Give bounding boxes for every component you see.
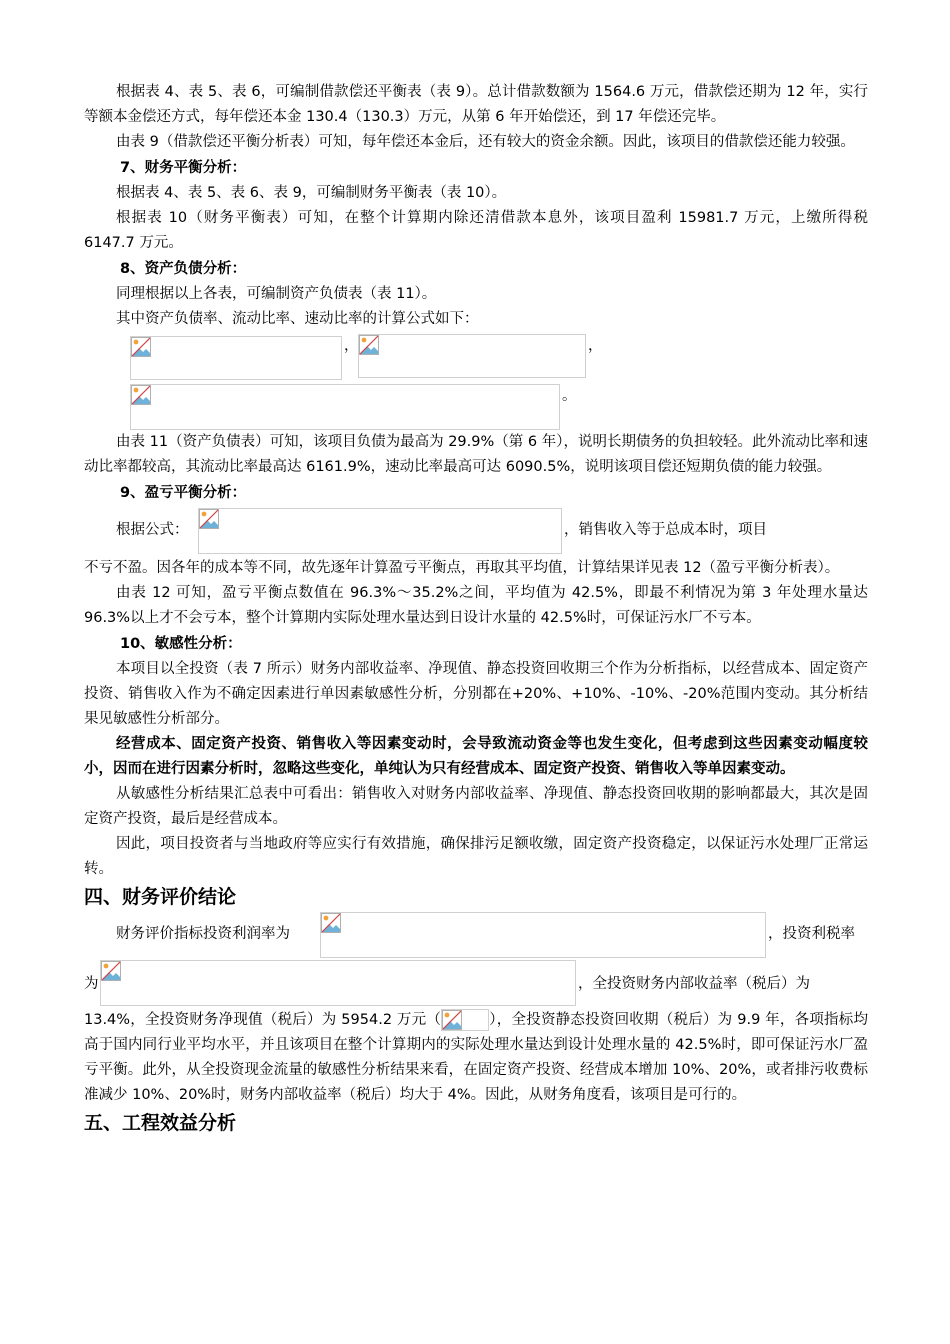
formula-image: [441, 1009, 489, 1031]
formula-row: [84, 960, 868, 1008]
broken-image-icon: [131, 385, 151, 405]
paragraph: [84, 1008, 868, 1108]
punctuation: ，: [588, 338, 603, 354]
punctuation: ，: [344, 338, 359, 354]
paragraph: 根据表 4、表 5、表 6，可编制借款偿还平衡表（表 9）。总计借款数额为 1564.6 万元，借款偿还期为 12 年，实行等额本金偿还方式，每年偿还本金 130.4（130.3）万元，从第 6 年开始偿还，到 17 年偿还完毕。: [84, 84, 868, 125]
paragraph: 不亏不盈。因各年的成本等不同，故先逐年计算盈亏平衡点，再取其平均值，计算结果详见表 12（盈亏平衡分析表）。: [84, 560, 840, 576]
formula-row: [84, 506, 868, 556]
punctuation: 。: [562, 388, 577, 404]
broken-image-icon: [321, 913, 341, 933]
paragraph: 根据表 10（财务平衡表）可知，在整个计算期内除还清借款本息外，该项目盈利 15981.7 万元，上缴所得税 6147.7 万元。: [84, 210, 868, 251]
section-heading: 10、敏感性分析：: [120, 636, 242, 652]
paragraph-text: 财务评价指标投资利润率为: [116, 926, 290, 942]
broken-image-icon: [131, 337, 151, 357]
formula-row: [84, 912, 868, 960]
formula-image: [130, 336, 342, 380]
formula-row: [84, 332, 868, 380]
formula-row: [84, 380, 868, 430]
paragraph: 本项目以全投资（表 7 所示）财务内部收益率、净现值、静态投资回收期三个作为分析指标，以经营成本、固定资产投资、销售收入作为不确定因素进行单因素敏感性分析，分别都在+20%、+10%、-10%、-20%范围内变动。其分析结果见敏感性分析部分。: [84, 661, 868, 727]
paragraph: 因此，项目投资者与当地政府等应实行有效措施，确保排污足额收缴，固定资产投资稳定，以保证污水处理厂正常运转。: [84, 836, 868, 877]
chapter-heading: 四、财务评价结论: [84, 886, 237, 908]
section-heading: 8、资产负债分析：: [120, 261, 247, 277]
paragraph: 由表 11（资产负债表）可知，该项目负债为最高为 29.9%（第 6 年），说明长期债务的负担较轻。此外流动比率和速动比率都较高，其流动比率最高达 6161.9%，速动比率最高可达 6090.5%，说明该项目偿还短期负债的能力较强。: [84, 434, 868, 475]
paragraph-text: 13.4%，全投资财务净现值（税后）为 5954.2 万元（: [84, 1012, 442, 1028]
paragraph-text: 为: [84, 976, 99, 992]
formula-image: [100, 960, 576, 1006]
paragraph-text: ，投资利税率: [768, 926, 855, 942]
broken-image-icon: [359, 335, 379, 355]
broken-image-icon: [199, 509, 219, 529]
paragraph: 同理根据以上各表，可编制资产负债表（表 11）。: [116, 286, 437, 302]
section-heading: 9、盈亏平衡分析：: [120, 485, 247, 501]
paragraph: 根据表 4、表 5、表 6、表 9，可编制财务平衡表（表 10）。: [116, 185, 507, 201]
paragraph: 由表 12 可知，盈亏平衡点数值在 96.3%～35.2%之间，平均值为 42.5%，即最不利情况为第 3 年处理水量达 96.3%以上才不会亏本，整个计算期内实际处理水量达到日设计水量的 42.5%时，可保证污水厂不亏本。: [84, 585, 868, 626]
document-page: [84, 80, 868, 1138]
paragraph-text: ，全投资财务内部收益率（税后）为: [578, 976, 810, 992]
paragraph: 其中资产负债率、流动比率、速动比率的计算公式如下：: [116, 311, 479, 327]
paragraph: 由表 9（借款偿还平衡分析表）可知，每年偿还本金后，还有较大的资金余额。因此，该项目的借款偿还能力较强。: [116, 134, 855, 150]
paragraph-text: ），全投资静态投资回收期（税后）为 9.9 年，各项指标均高于国内同行业平均水平，并且该项目在整个计算期内的实际处理水量达到设计处理水量的 42.5%时，即可保证污水厂盈亏平衡。此外，从全投资现金流量的敏感性分析结果来看，在固定资产投资、经营成本增加 10%、20%，或者排污收费标准减少 10%、20%时，财务内部收益率（税后）均大于 4%。因此，从财务角度看，该项目是可行的。: [84, 1012, 868, 1103]
formula-image: [358, 334, 586, 378]
chapter-heading: 五、工程效益分析: [84, 1112, 237, 1134]
broken-image-icon: [442, 1010, 462, 1030]
broken-image-icon: [101, 961, 121, 981]
formula-tail: ，销售收入等于总成本时，项目: [564, 522, 767, 538]
section-heading: 7、财务平衡分析：: [120, 160, 247, 176]
bold-paragraph: 经营成本、固定资产投资、销售收入等因素变动时，会导致流动资金等也发生变化，但考虑到这些因素变动幅度较小，因而在进行因素分析时，忽略这些变化，单纯认为只有经营成本、固定资产投资、销售收入等单因素变动。: [84, 736, 868, 777]
paragraph: 从敏感性分析结果汇总表中可看出：销售收入对财务内部收益率、净现值、静态投资回收期的影响都最大，其次是固定资产投资，最后是经营成本。: [84, 786, 868, 827]
formula-intro: 根据公式：: [116, 522, 189, 538]
formula-image: [320, 912, 766, 958]
formula-image: [130, 384, 560, 430]
formula-image: [198, 508, 562, 554]
